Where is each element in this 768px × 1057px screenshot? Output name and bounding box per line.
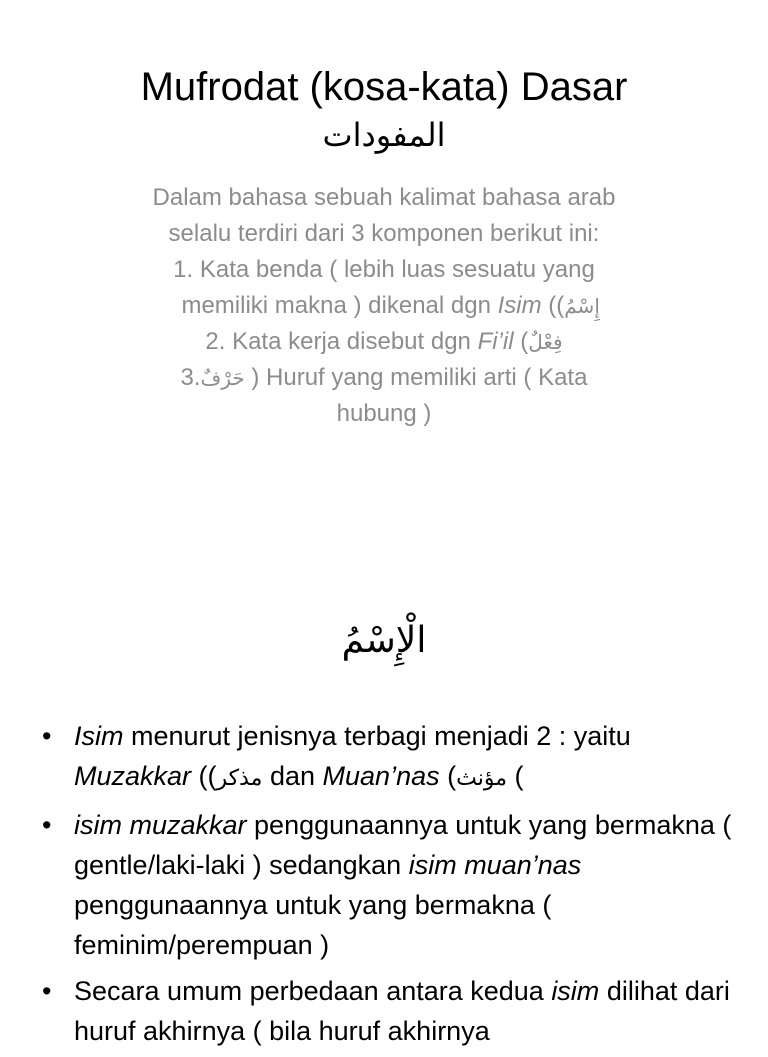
item-3-line-2: hubung ): [336, 400, 432, 427]
slide-2-title: الْإِسْمُ: [341, 620, 427, 661]
list-item-2: [60, 324, 708, 360]
b3-text-1: Secara umum perbedaan antara kedua: [74, 976, 552, 1006]
b1-text-1: menurut jenisnya terbagi menjadi 2 : yaitu: [123, 721, 631, 751]
item-3-line-1: ) Huruf yang memiliki arti ( Kata: [244, 364, 588, 391]
item-2-prefix: 2. Kata kerja disebut dgn: [205, 328, 478, 355]
b1-arabic-2: مؤنث: [456, 766, 507, 791]
b1-arabic-1: مذكر: [216, 766, 263, 791]
slide-1-title: [0, 62, 768, 156]
title-arabic: المفودات: [322, 116, 446, 154]
intro-line-1: Dalam bahasa sebuah kalimat bahasa arab: [152, 184, 616, 211]
item-3-arabic: حَرْفٌ: [200, 366, 245, 390]
list-item-1: [60, 252, 708, 324]
item-1-arabic: إِسْمُ: [564, 294, 600, 318]
b1-term-muzakkar: Muzakkar: [74, 761, 192, 791]
item-3-num: 3.: [180, 364, 201, 391]
item-1-line-2: memiliki makna ) dikenal dgn: [181, 292, 498, 319]
b1-term-muannas: Muan’nas: [322, 761, 440, 791]
item-2-term: Fi’il: [477, 328, 514, 355]
b1-open-2: (: [439, 761, 457, 791]
title-text: Mufrodat (kosa-kata) Dasar: [140, 65, 628, 109]
b1-text-2: dan: [262, 761, 323, 791]
b3-term: isim: [551, 976, 600, 1006]
b1-close: (: [506, 761, 524, 791]
slide-2: [0, 560, 768, 1046]
bullet-item-3: [42, 971, 732, 1051]
item-1-term: Isim: [497, 292, 542, 319]
item-2-open: (: [513, 328, 529, 355]
b2-text-1: penggunaannya untuk yang bermakna ( gentle/laki-laki ) sedangkan: [74, 810, 732, 880]
b1-term-isim: Isim: [74, 721, 124, 751]
b2-term-2: isim muan’nas: [408, 850, 582, 880]
b3-text-2: dilihat dari huruf akhirnya ( bila huruf akhirnya: [74, 976, 730, 1046]
item-2-arabic: فِعْلٌ: [528, 330, 563, 354]
intro-line-2: selalu terdiri dari 3 komponen berikut ini:: [168, 220, 600, 247]
bullet-item-1: [42, 716, 732, 799]
b2-term-1: isim muzakkar: [74, 810, 247, 840]
bullet-list: [42, 716, 732, 1057]
item-1-open: ((: [541, 292, 565, 319]
item-1-line-1: 1. Kata benda ( lebih luas sesuatu yang: [173, 256, 595, 283]
b2-text-2: penggunaannya untuk yang bermakna ( feminim/perempuan ): [74, 890, 552, 960]
intro-block: [60, 180, 708, 432]
bullet-item-2: [42, 805, 732, 965]
b1-open-1: ((: [191, 761, 217, 791]
list-item-3: [60, 360, 708, 432]
